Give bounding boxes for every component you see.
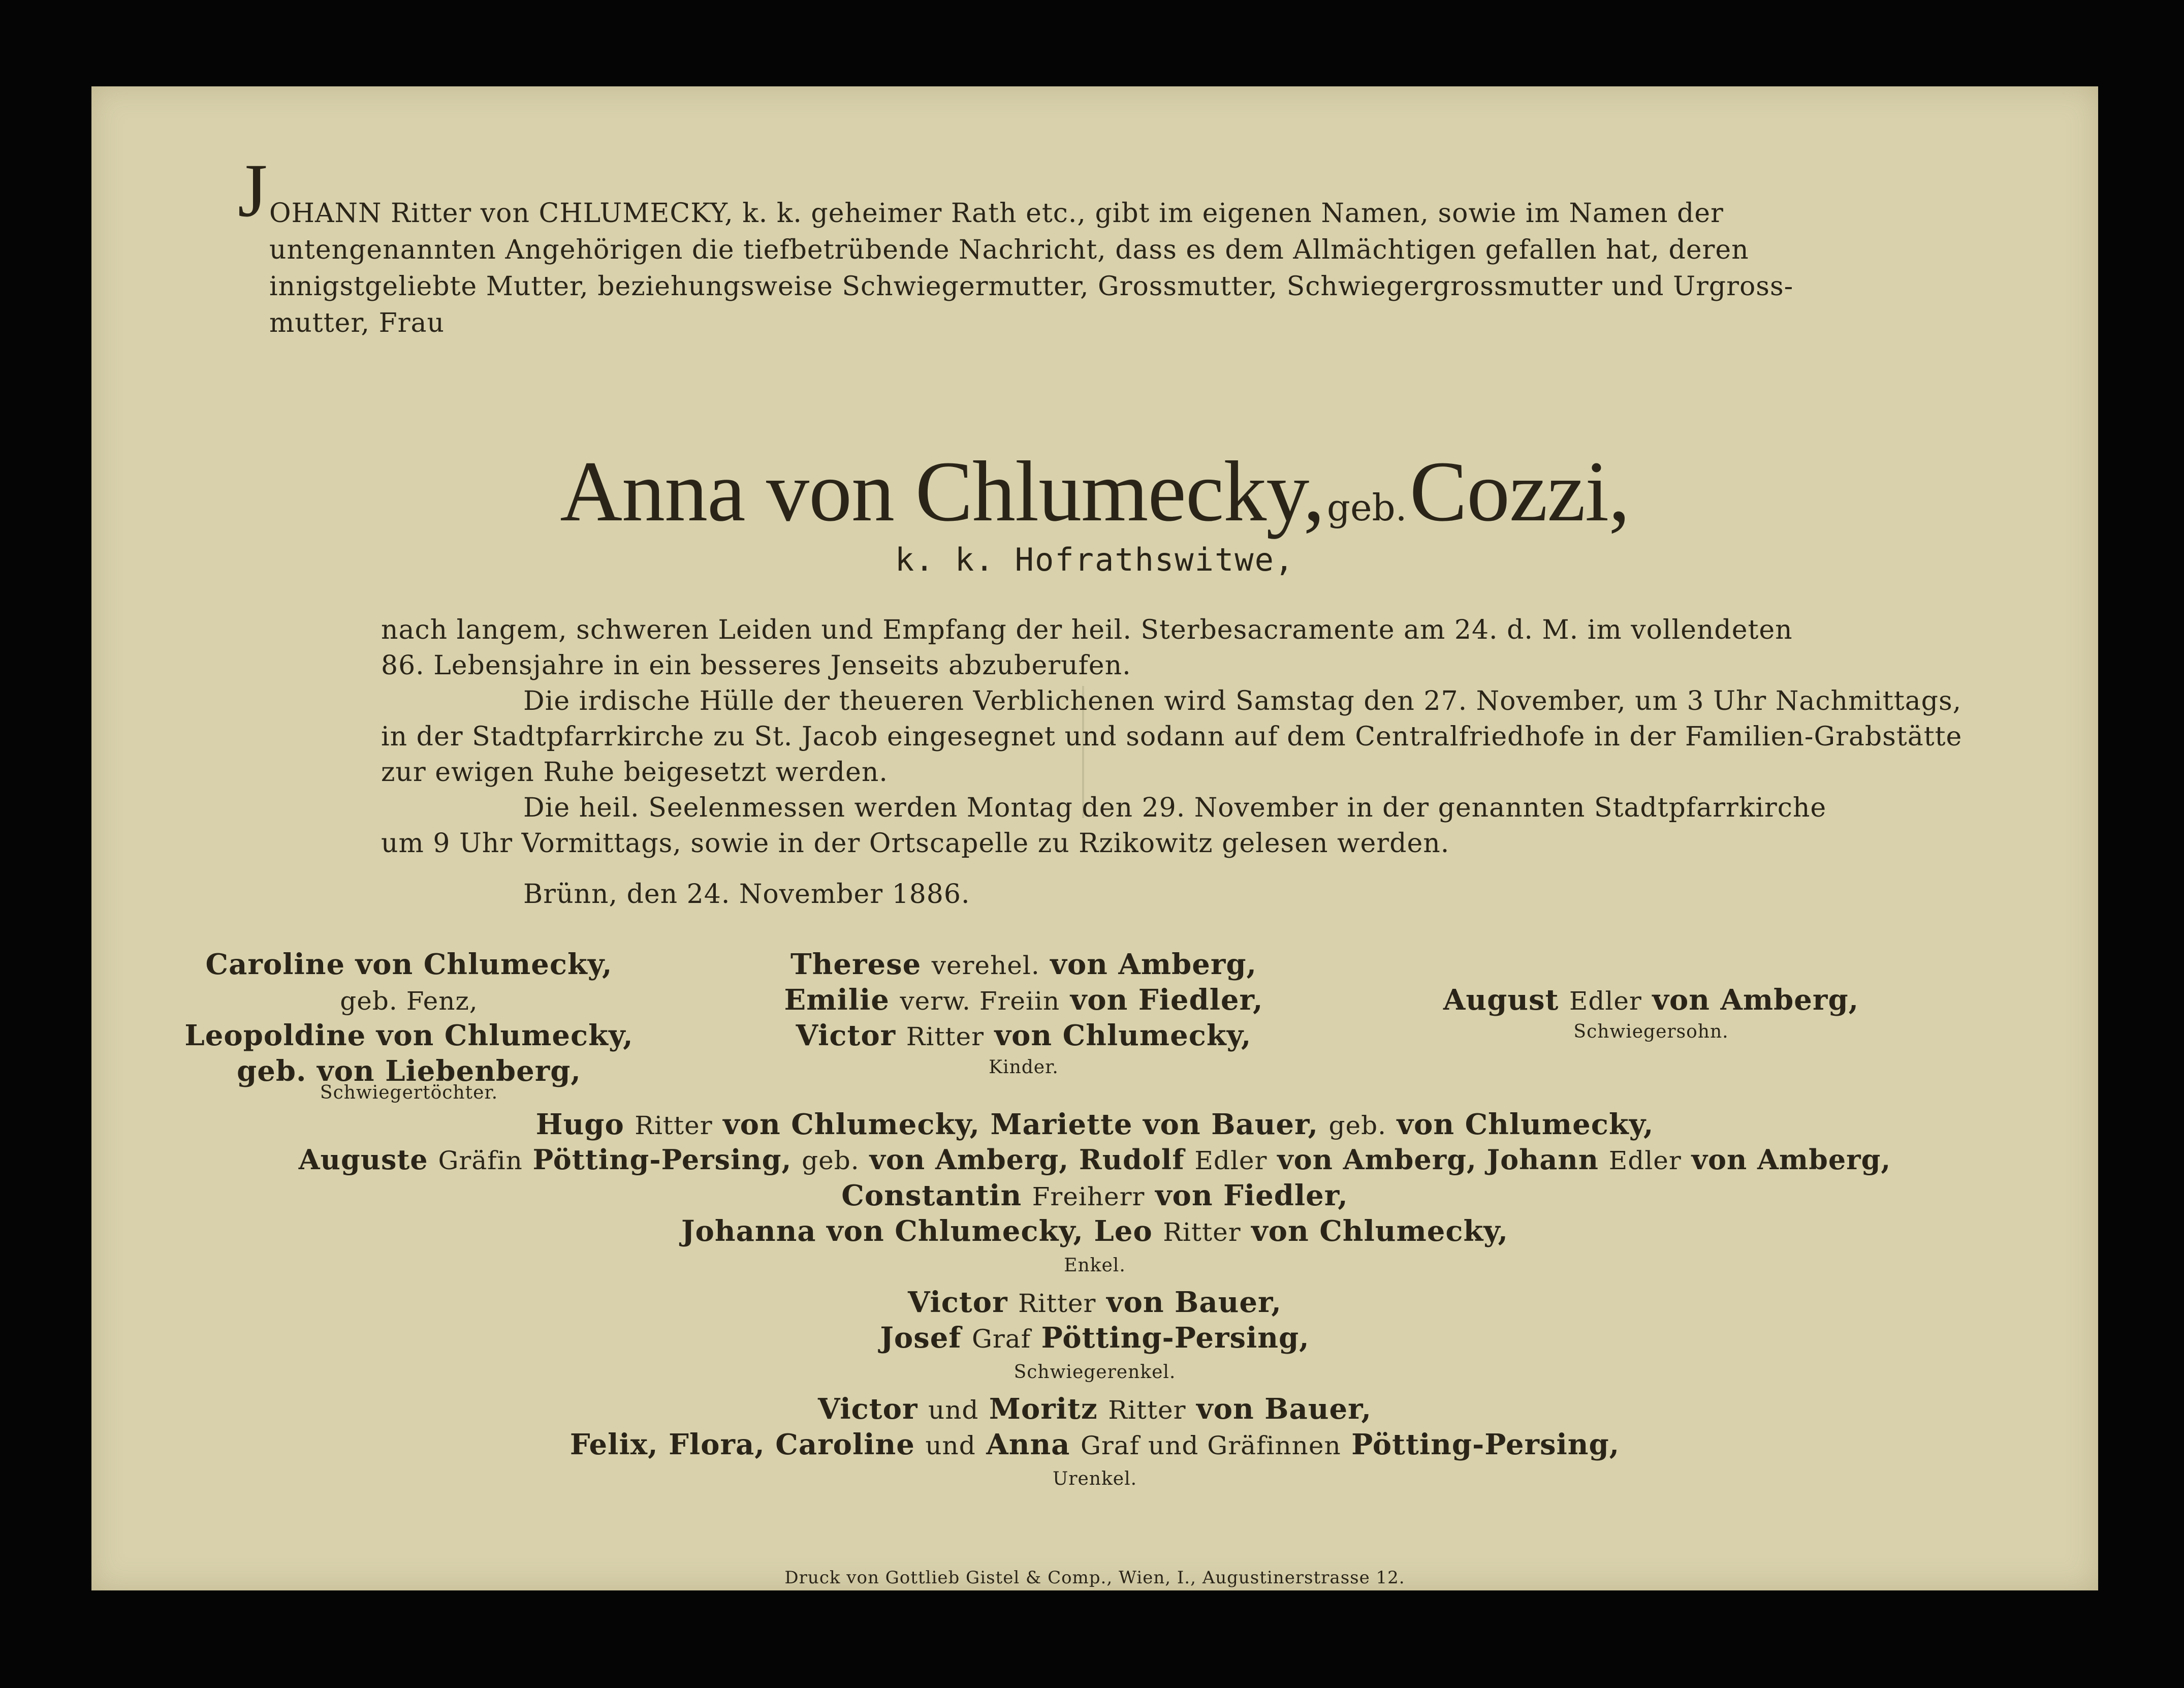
deceased-title: k. k. Hofrathswitwe, bbox=[895, 541, 1295, 578]
p2-line-3: zur ewigen Ruhe beigesetzt werden. bbox=[381, 757, 888, 788]
schwiegerenkel-line1: Victor Ritter von Bauer, bbox=[908, 1286, 1282, 1319]
p3-line-1: Die heil. Seelenmessen werden Montag den 29. November in der genannten Stadtpfarrkirche bbox=[523, 793, 1827, 823]
fam-col1-line4: geb. von Liebenberg, bbox=[237, 1054, 581, 1088]
printer-imprint: Druck von Gottlieb Gistel & Comp., Wien, I., Augustinerstrasse 12. bbox=[784, 1568, 1405, 1588]
enkel-line2: Auguste Gräfin Pötting-Persing, geb. von Amberg, Rudolf Edler von Amberg, Johann Edler von Amberg, bbox=[298, 1143, 1891, 1176]
deceased-geb: geb. bbox=[1326, 486, 1407, 529]
role-urenkel: Urenkel. bbox=[1052, 1468, 1137, 1489]
deceased-maiden-name: Cozzi, bbox=[1409, 444, 1630, 539]
drop-cap: J bbox=[238, 148, 268, 233]
p3-line-2: um 9 Uhr Vormittags, sowie in der Ortscapelle zu Rzikowitz gelesen werden. bbox=[381, 828, 1450, 859]
schwiegerenkel-line2: Josef Graf Pötting-Persing, bbox=[880, 1321, 1310, 1355]
fam-col2-line2: Emilie verw. Freiin von Fiedler, bbox=[784, 983, 1263, 1017]
p1-line-2: 86. Lebensjahre in ein besseres Jenseits abzuberufen. bbox=[381, 650, 1131, 681]
enkel-line3: Constantin Freiherr von Fiedler, bbox=[841, 1179, 1348, 1212]
role-schwiegerenkel: Schwiegerenkel. bbox=[1014, 1362, 1176, 1383]
intro-line-3: innigstgeliebte Mutter, beziehungsweise Schwiegermutter, Grossmutter, Schwiegergrossmutter und Urgross- bbox=[269, 271, 1794, 302]
enkel-line4: Johanna von Chlumecky, Leo Ritter von Chlumecky, bbox=[681, 1214, 1508, 1248]
role-kinder: Kinder. bbox=[989, 1057, 1059, 1078]
deceased-name: Anna von Chlumecky, bbox=[560, 444, 1324, 539]
fam-col1-line2: geb. Fenz, bbox=[340, 986, 478, 1016]
fam-col1-line3: Leopoldine von Chlumecky, bbox=[184, 1019, 634, 1052]
death-notice-sheet bbox=[91, 86, 2098, 1590]
deceased-heading bbox=[91, 442, 2098, 541]
enkel-line1: Hugo Ritter von Chlumecky, Mariette von Bauer, geb. von Chlumecky, bbox=[535, 1108, 1654, 1141]
fam-col2-line1: Therese verehel. von Amberg, bbox=[790, 948, 1257, 981]
urenkel-line2: Felix, Flora, Caroline und Anna Graf und Gräfinnen Pötting-Persing, bbox=[569, 1428, 1620, 1461]
intro-line-1: OHANN Ritter von CHLUMECKY, k. k. geheimer Rath etc., gibt im eigenen Namen, sowie im Namen der bbox=[269, 198, 1724, 229]
intro-line-2: untengenannten Angehörigen die tiefbetrübende Nachricht, dass es dem Allmächtigen gefallen hat, deren bbox=[269, 235, 1749, 265]
p2-line-1: Die irdische Hülle der theueren Verblichenen wird Samstag den 27. November, um 3 Uhr Nachmittags, bbox=[523, 686, 1962, 716]
fam-col2-line3: Victor Ritter von Chlumecky, bbox=[796, 1019, 1252, 1052]
fam-col3-line1: August Edler von Amberg, bbox=[1443, 983, 1859, 1017]
intro-line-4: mutter, Frau bbox=[269, 308, 445, 338]
role-schwiegertoechter: Schwiegertöchter. bbox=[320, 1082, 498, 1103]
place-date: Brünn, den 24. November 1886. bbox=[523, 879, 970, 910]
p1-line-1: nach langem, schweren Leiden und Empfang der heil. Sterbesacramente am 24. d. M. im vollendeten bbox=[381, 615, 1793, 645]
role-enkel: Enkel. bbox=[1064, 1255, 1126, 1276]
urenkel-line1: Victor und Moritz Ritter von Bauer, bbox=[817, 1392, 1372, 1426]
p2-line-2: in der Stadtpfarrkirche zu St. Jacob eingesegnet und sodann auf dem Centralfriedhofe in der Familien-Grabstätte bbox=[381, 722, 1963, 752]
role-schwiegersohn: Schwiegersohn. bbox=[1573, 1021, 1729, 1042]
fam-col1-line1: Caroline von Chlumecky, bbox=[205, 948, 613, 981]
